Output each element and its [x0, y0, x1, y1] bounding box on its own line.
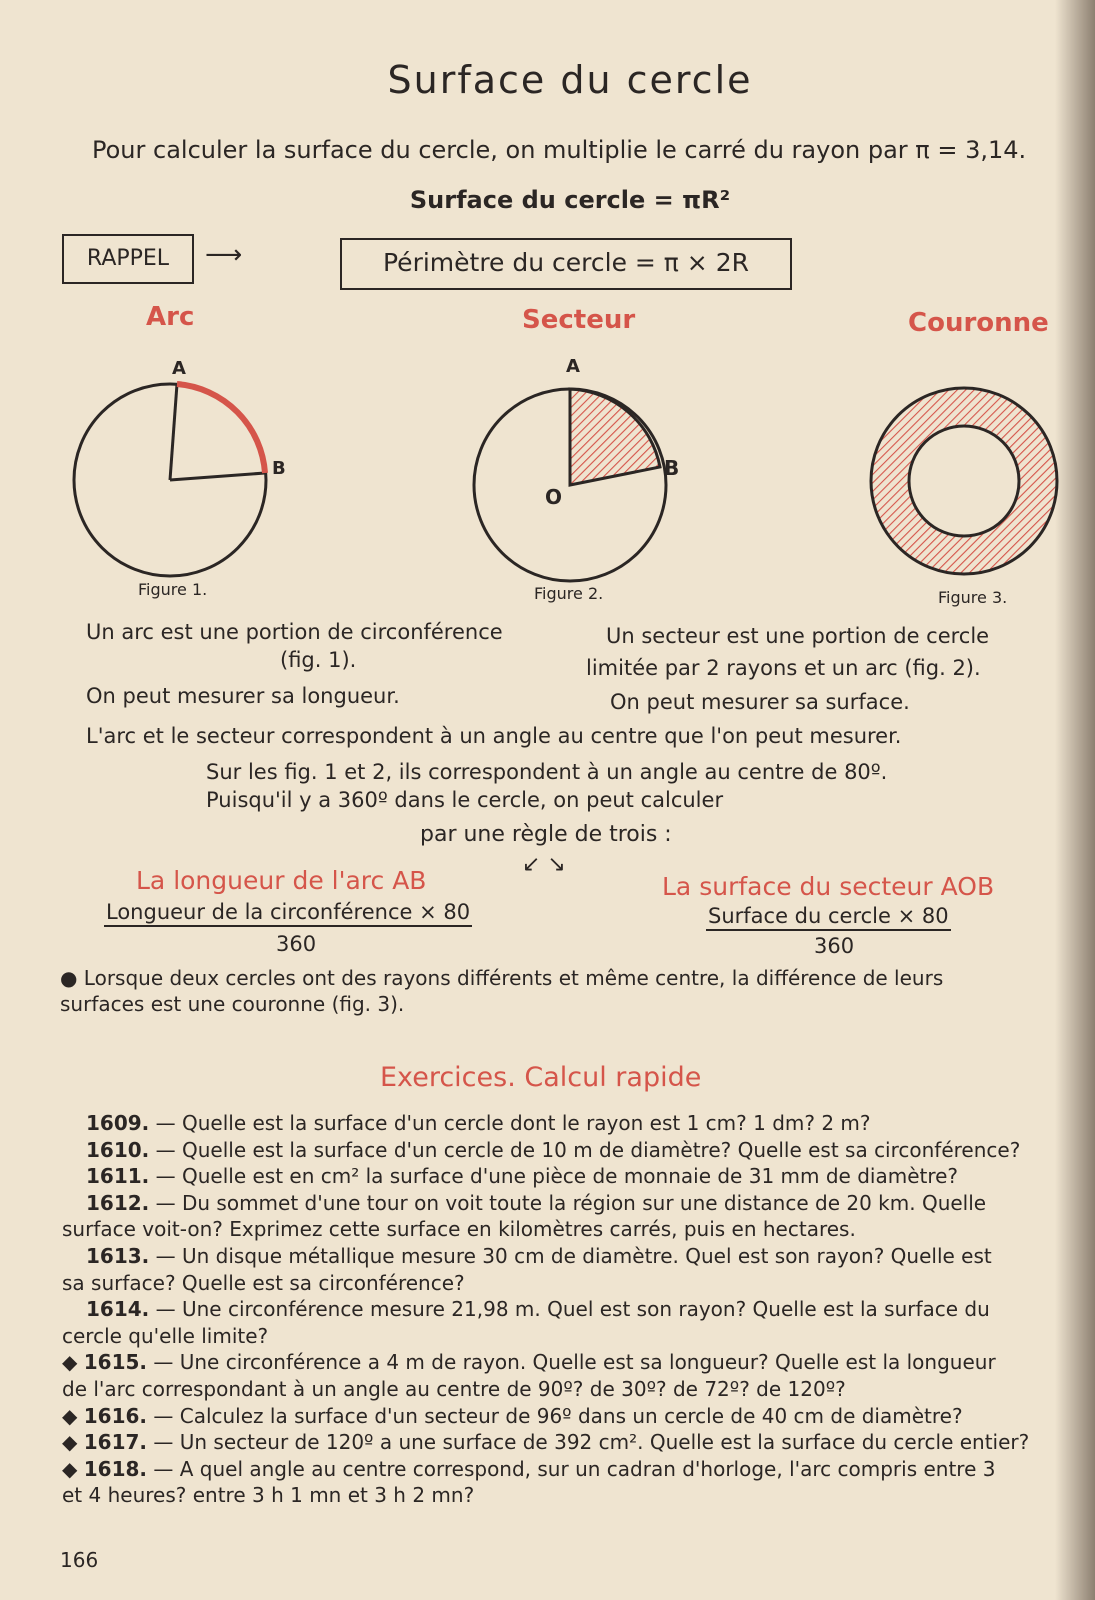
figure-3-caption: Figure 3. — [938, 588, 1008, 607]
diamond-icon: ◆ — [62, 1430, 78, 1455]
exercise-item: 1614. — Une circonférence mesure 21,98 m. Quel est son rayon? Quelle est la surface du cercle qu'elle limite? — [62, 1297, 990, 1348]
arc-definition-ref: (fig. 1). — [280, 648, 357, 672]
arc-ab — [177, 384, 265, 473]
area-formula: Surface du cercle = πR² — [409, 186, 731, 214]
page-number: 166 — [60, 1548, 99, 1572]
secteur-definition-ref: limitée par 2 rayons et un arc (fig. 2). — [586, 656, 981, 680]
rappel-box: RAPPEL — [62, 234, 194, 284]
exercises-title: Exercices. Calcul rapide — [380, 1062, 702, 1093]
exercise-item: ◆ 1616. — Calculez la surface d'un secteur de 96º dans un cercle de 40 cm de diamètre? — [62, 1403, 963, 1428]
figure-1-caption: Figure 1. — [138, 580, 208, 599]
angle-360-text: Puisqu'il y a 360º dans le cercle, on peut calculer — [206, 788, 724, 812]
secteur-point-a: A — [566, 356, 580, 377]
arc-radius-b — [170, 473, 265, 480]
exercise-item: ◆ 1615. — Une circonférence a 4 m de rayon. Quelle est sa longueur? Quelle est la longueur de l'arc correspondant à un angle au centre de 90º? de 30º? de 72º? de 120º? — [62, 1350, 996, 1401]
secteur-definition: Un secteur est une portion de cercle — [606, 624, 990, 648]
secteur-point-o: O — [545, 485, 563, 509]
sector-area-heading: La surface du secteur AOB — [662, 872, 995, 901]
arc-length-numerator: Longueur de la circonférence × 80 — [104, 900, 472, 927]
split-arrows-icon: ↙ ↘ — [522, 852, 566, 877]
couronne-inner-circle — [909, 426, 1019, 536]
arc-length-denominator: 360 — [276, 932, 317, 956]
exercise-item: ◆ 1618. — A quel angle au centre correspond, sur un cadran d'horloge, l'arc compris entre 3 et 4 heures? entre 3 h 1 mn et 3 h 2 mn? — [62, 1456, 996, 1508]
exercise-item: 1613. — Un disque métallique mesure 30 cm de diamètre. Quel est son rayon? Quelle est sa surface? Quelle est sa circonférence? — [62, 1243, 992, 1295]
arc-definition: Un arc est une portion de circonférence — [86, 620, 503, 644]
diamond-icon: ◆ — [62, 1456, 78, 1481]
figure-2-caption: Figure 2. — [534, 584, 604, 603]
exercise-item: 1610. — Quelle est la surface d'un cercle de 10 m de diamètre? Quelle est sa circonférence? — [86, 1137, 1021, 1162]
couronne-figure — [868, 385, 1068, 585]
angle-80-text: Sur les fig. 1 et 2, ils correspondent à un angle au centre de 80º. — [206, 760, 888, 784]
page-title: Surface du cercle — [387, 58, 753, 102]
diamond-icon: ◆ — [62, 1350, 78, 1375]
couronne-definition: ● Lorsque deux cercles ont des rayons différents et même centre, la différence de leurs — [60, 966, 944, 990]
arc-measure: On peut mesurer sa longueur. — [86, 684, 400, 708]
arc-radius-a — [170, 384, 177, 480]
arc-point-b: B — [272, 458, 286, 479]
intro-text: Pour calculer la surface du cercle, on multiplie le carré du rayon par π = 3,14. — [92, 136, 1027, 164]
arc-figure — [60, 360, 300, 590]
secteur-point-b: B — [664, 456, 680, 480]
arc-heading: Arc — [146, 302, 195, 332]
exercise-item: 1609. — Quelle est la surface d'un cercle dont le rayon est 1 cm? 1 dm? 2 m? — [86, 1111, 871, 1135]
arc-length-heading: La longueur de l'arc AB — [136, 866, 427, 895]
secteur-measure: On peut mesurer sa surface. — [610, 690, 910, 714]
exercise-item: ◆ 1617. — Un secteur de 120º a une surface de 392 cm². Quelle est la surface du cercle entier? — [62, 1430, 1030, 1455]
arc-point-a: A — [172, 358, 186, 379]
secteur-heading: Secteur — [522, 305, 636, 335]
exercise-item: 1612. — Du sommet d'une tour on voit toute la région sur une distance de 20 km. Quelle surface voit-on? Exprimez cette surface en kilomètres carrés, puis en hectares. — [62, 1190, 987, 1242]
arrow-right-icon: ⟶ — [205, 240, 243, 270]
exercise-list — [62, 1110, 1072, 1509]
exercise-item: 1611. — Quelle est en cm² la surface d'une pièce de monnaie de 31 mm de diamètre? — [86, 1164, 959, 1189]
sector-area-numerator: Surface du cercle × 80 — [706, 904, 951, 931]
angle-text: L'arc et le secteur correspondent à un angle au centre que l'on peut mesurer. — [86, 724, 902, 748]
couronne-heading: Couronne — [908, 308, 1049, 338]
sector-area-denominator: 360 — [814, 934, 855, 958]
regle-de-trois: par une règle de trois : — [420, 822, 672, 847]
diamond-icon: ◆ — [62, 1403, 78, 1428]
perimeter-formula-box: Périmètre du cercle = π × 2R — [340, 238, 792, 290]
secteur-aob — [570, 389, 660, 485]
secteur-figure — [460, 365, 700, 595]
couronne-definition-cont: surfaces est une couronne (fig. 3). — [60, 992, 405, 1016]
